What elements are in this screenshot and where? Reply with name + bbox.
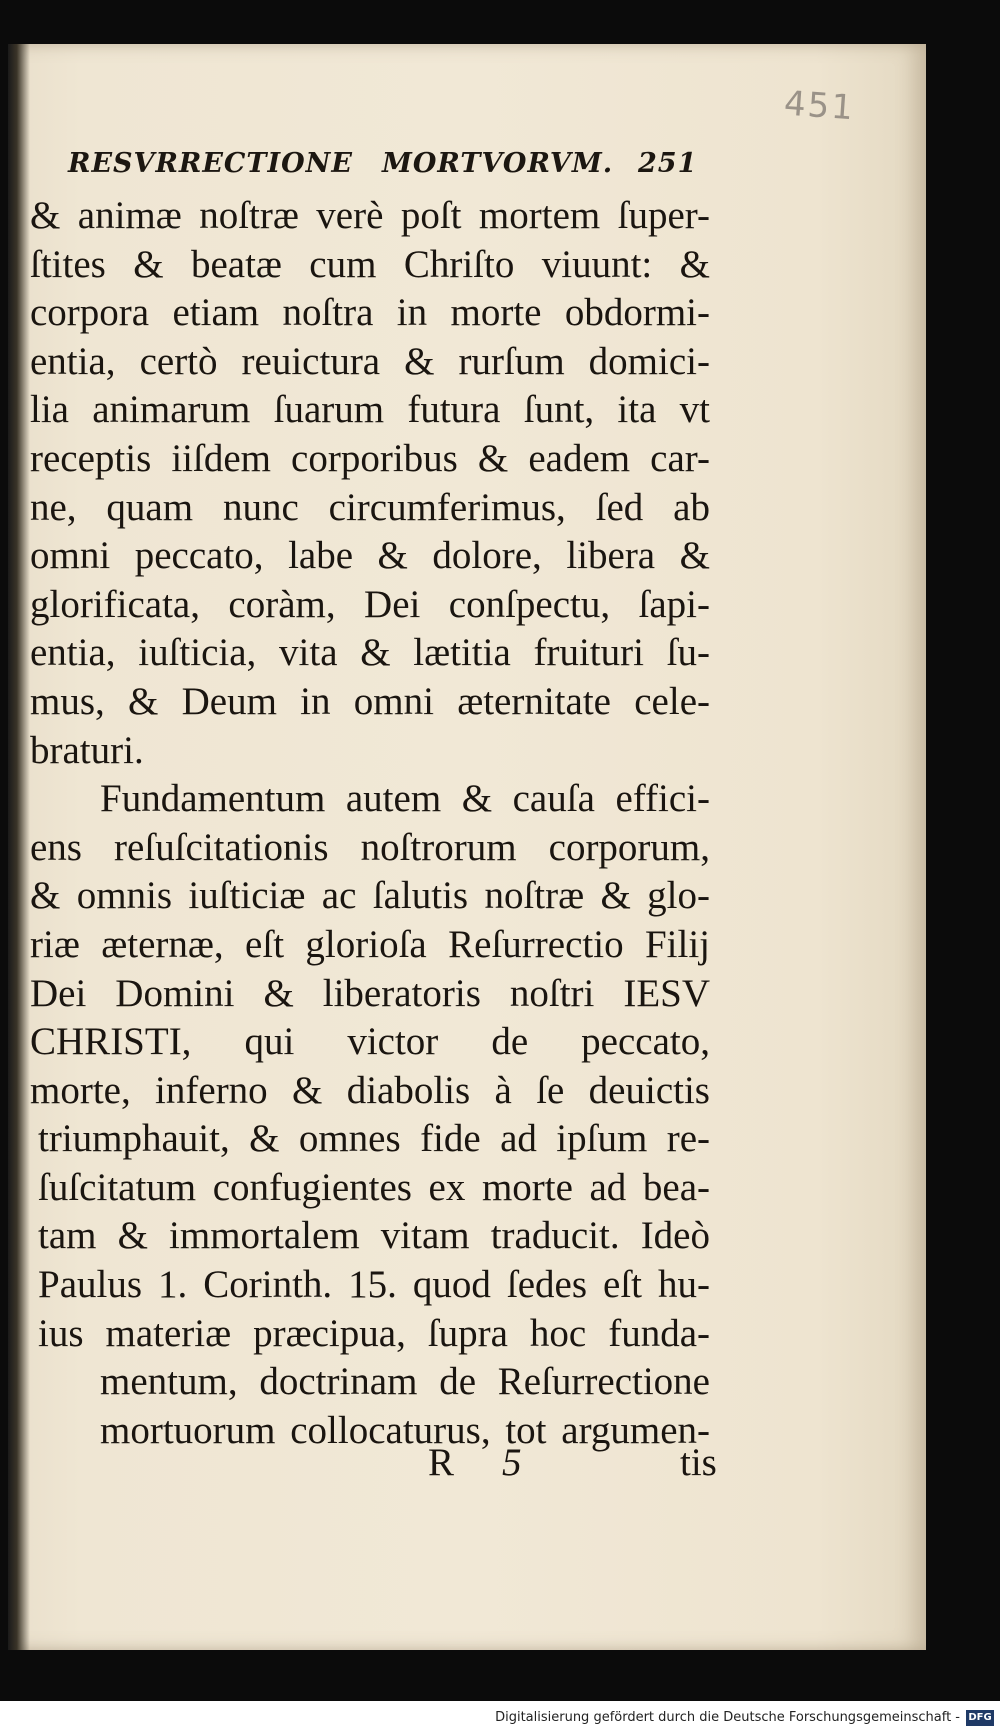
text-line: & animæ noſtræ verè poſt mortem ſuper- [30, 194, 710, 237]
text-line: mus, & Deum in omni æternitate cele- [30, 679, 710, 723]
paragraph-first-line: Fundamentum autem & cauſa effici- [100, 777, 710, 821]
text-line: Dei Domini & liberatoris noſtri IESV [30, 971, 710, 1015]
dfg-logo: DFG [966, 1710, 994, 1726]
text-line: tam & immortalem vitam traducit. Ideò [38, 1214, 710, 1258]
text-line: triumphauit, & omnes fide ad ipſum re- [38, 1117, 710, 1161]
text-line: corpora etiam noſtra in morte obdormi- [30, 291, 710, 335]
text-line: riæ æternæ, eſt glorioſa Reſurrectio Filij [30, 922, 710, 966]
text-line: ſtites & beatæ cum Chriſto viuunt: & [30, 242, 710, 286]
text-line: Paulus 1. Corinth. 15. quod ſedes eſt hu- [38, 1263, 710, 1307]
text-line: ne, quam nunc circumferimus, ſed ab [30, 485, 710, 529]
signature-letter: R [428, 1441, 455, 1484]
book-page [8, 44, 926, 1650]
text-line: entia, certò reuictura & rurſum domici- [30, 339, 710, 383]
text-line: mentum, doctrinam de Reſurrectione [100, 1360, 710, 1404]
text-line: CHRISTI, qui victor de peccato, [30, 1020, 710, 1064]
text-line: ius materiæ præcipua, ſupra hoc funda- [38, 1311, 710, 1355]
body-text [30, 192, 710, 1455]
signature-number: 5 [502, 1441, 522, 1484]
footer-band [0, 1701, 1000, 1731]
page-gutter [8, 44, 30, 1650]
text-line: ens reſuſcitationis noſtrorum corporum, [30, 825, 710, 869]
text-line: entia, iuſticia, vita & lætitia fruituri ſu- [30, 631, 710, 675]
text-line: mortuorum collocaturus, tot argumen- [100, 1408, 710, 1452]
text-line: braturi. [30, 728, 144, 772]
text-line: lia animarum ſuarum futura ſunt, ita vt [30, 388, 710, 432]
text-line: receptis iiſdem corporibus & eadem car- [30, 436, 710, 480]
pencil-page-note: 451 [782, 83, 857, 129]
running-head-left: RESVRRECTIONE [68, 148, 353, 179]
digitization-credit: Digitalisierung gefördert durch die Deutsche Forschungsgemeinschaft - [495, 1710, 960, 1725]
running-head-middle: MORTVORVM. [382, 148, 614, 179]
text-line: glorificata, coràm, Dei conſpectu, ſapi- [30, 582, 710, 626]
text-line: morte, inferno & diabolis à ſe deuictis [30, 1068, 710, 1112]
running-head [68, 148, 698, 192]
text-line: omni peccato, labe & dolore, libera & [30, 534, 710, 578]
catchword: tis [680, 1441, 717, 1484]
text-line: & omnis iuſticiæ ac ſalutis noſtræ & glo- [30, 874, 710, 918]
folio-number: 251 [638, 148, 698, 179]
catchline [30, 1440, 730, 1490]
text-line: ſuſcitatum confugientes ex morte ad bea- [38, 1165, 710, 1209]
